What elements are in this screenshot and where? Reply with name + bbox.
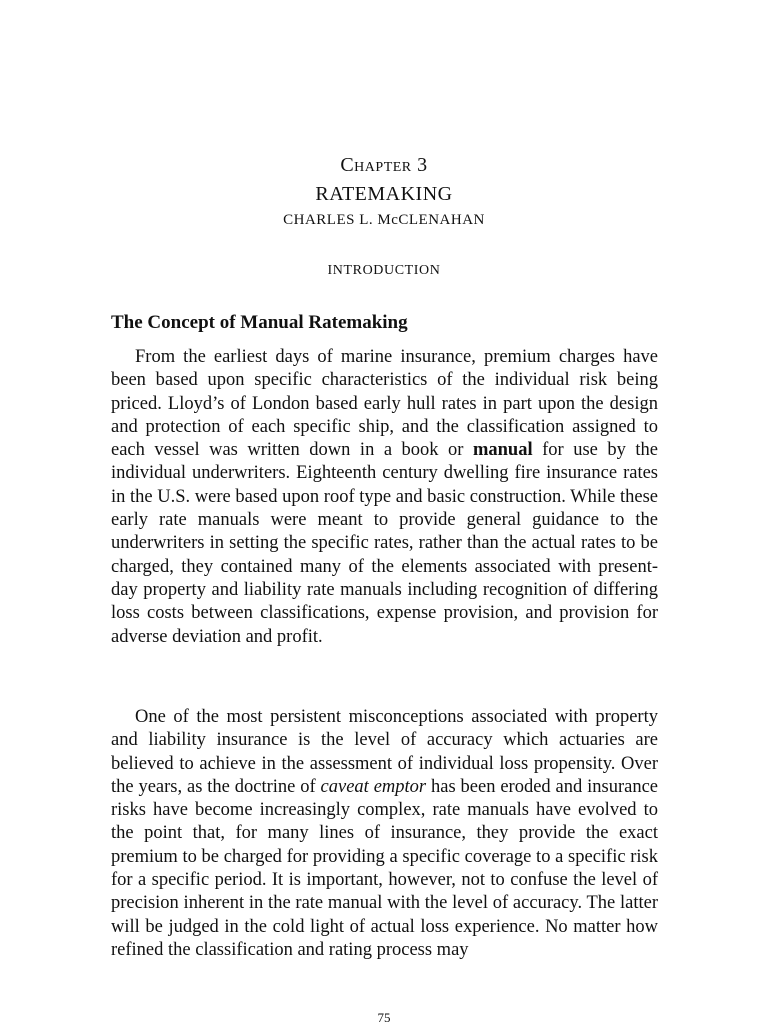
paragraph-1-part-a: From the earliest days of marine insurance, premium charges have been based upon specific characteristics of the individual risk being priced. Lloyd’s of London based early hull rates in part upon the design and protection of each specific ship, and the classification assigned to each vessel was written down in a book or — [111, 347, 658, 461]
paragraph-1-text — [111, 346, 658, 649]
paragraph-2-part-c: has been eroded and insurance risks have become increasingly complex, rate manuals have evolved to the point that, for many lines of insurance, they provide the exact premium to be charged for providing a specific coverage to a specific risk for a specific period. It is important, however, not to confuse the level of precision inherent in the rate manual with the level of accuracy. The latter will be judged in the cold light of actual loss experience. No matter how refined the classification and rating process may — [111, 776, 658, 960]
manual-term: manual — [472, 440, 533, 461]
paragraph-2-part-a: One of the most persistent misconceptions associated with property and liability insurance is the level of accuracy which actuaries are believed to achieve in the assessment of individual loss propensity. Over the years, as the doctrine of — [111, 707, 658, 797]
chapter-title: RATEMAKING — [315, 183, 453, 205]
paragraph-2 — [111, 706, 658, 962]
paragraph-1-part-c: for use by the individual underwriters. Eighteenth century dwelling fire insurance rates in the U.S. were based upon roof type and basic construction. While these early rate manuals were meant to provide general guidance to the underwriters in setting the specific rates, rather than the actual rates to be charged, they contained many of the elements associated with present-day property and liability rate manuals including recognition of differing loss costs between classifications, expense provision, and provision for adverse deviation and profit. — [111, 440, 658, 647]
section-label: INTRODUCTION — [327, 263, 441, 278]
paragraph-2-text — [111, 706, 658, 962]
chapter-label: Chapter 3 — [340, 154, 428, 176]
section-heading: The Concept of Manual Ratemaking — [111, 312, 408, 333]
paragraph-1 — [111, 346, 658, 649]
page-number: 75 — [377, 1010, 391, 1025]
caveat-emptor-term: caveat emptor — [320, 776, 427, 797]
chapter-author: CHARLES L. McCLENAHAN — [283, 212, 485, 228]
